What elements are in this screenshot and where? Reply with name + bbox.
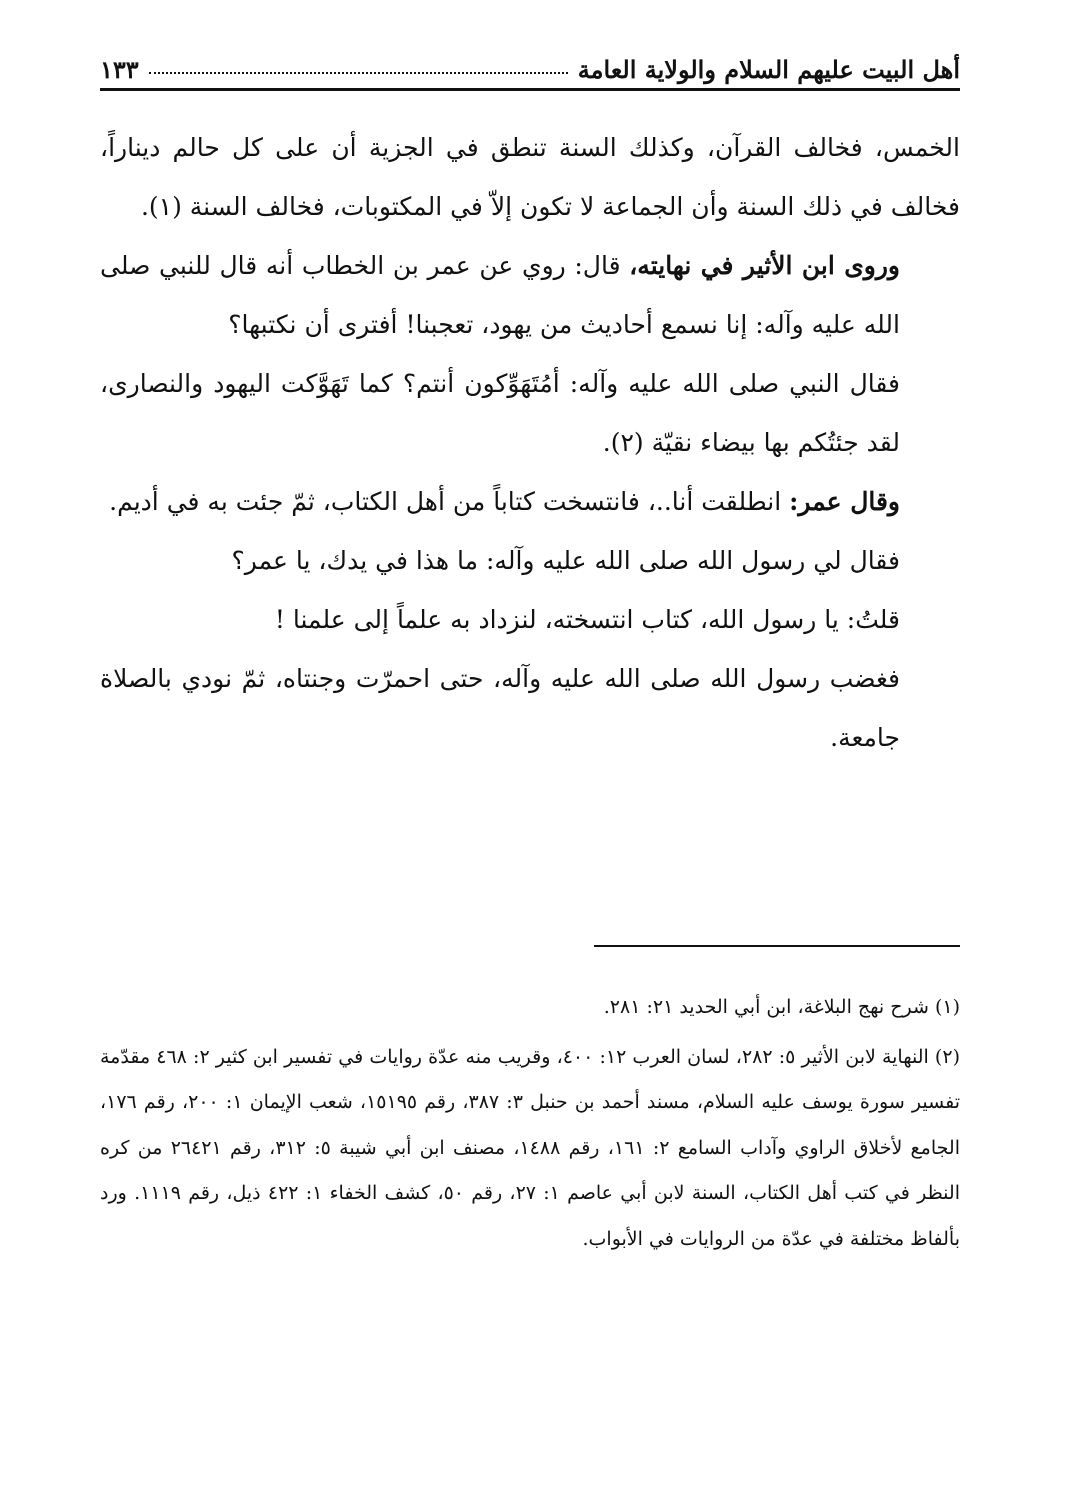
paragraph-7: فغضب رسول الله صلى الله عليه وآله، حتى احمرّت وجنتاه، ثمّ نودي بالصلاة جامعة. <box>100 664 900 752</box>
paragraph-2 <box>100 236 960 354</box>
footnote-2: (٢) النهاية لابن الأثير ٥: ٢٨٢، لسان العرب ١٢: ٤٠٠، وقريب منه عدّة روايات في تفسير ابن كثير ٢: ٤٦٨ مقدّمة تفسير سورة يوسف عليه السلام، مسند أحمد بن حنبل ٣: ٣٨٧، رقم ١٥١٩٥، شعب الإيمان ١: ٢٠٠، رقم ١٧٦، الجامع لأخلاق الراوي وآداب السامع ٢: ١٦١، رقم ١٤٨٨، مصنف ابن أبي شيبة ٥: ٣١٢، رقم ٢٦٤٢١ من كره النظر في كتب أهل الكتاب، السنة لابن أبي عاصم ١: ٢٧، رقم ٥٠، كشف الخفاء ١: ٤٢٢ ذيل، رقم ١١١٩. ورد بألفاظ مختلفة في عدّة من الروايات في الأبواب. <box>100 1045 960 1250</box>
paragraph-2-text: قال: روي عن عمر بن الخطاب أنه قال للنبي صلى الله عليه وآله: إنا نسمع أحاديث من يهود، تعجبنا! أفترى أن نكتبها؟ <box>100 251 900 339</box>
paragraph-5: فقال لي رسول الله صلى الله عليه وآله: ما هذا في يدك، يا عمر؟ <box>231 546 900 575</box>
running-header <box>100 40 960 84</box>
paragraph-4-bold-lead: وقال عمر: <box>789 487 900 516</box>
footnote-separator <box>594 945 960 947</box>
paragraph-3: فقال النبي صلى الله عليه وآله: أمُتَهَوِّكون أنتم؟ كما تَهَوَّكت اليهود والنصارى، لقد جئتُكم بها بيضاء نقيّة (٢). <box>100 369 900 457</box>
paragraph-2-bold-lead: وروى ابن الأثير في نهايته، <box>629 251 900 280</box>
paragraph-4-text: انطلقت أنا..، فانتسخت كتاباً من أهل الكتاب، ثمّ جئت به في أديم. <box>109 487 790 516</box>
page-number: ١٣٣ <box>100 55 139 84</box>
header-rule <box>100 88 960 91</box>
running-title: أهل البيت عليهم السلام والولاية العامة <box>577 55 960 84</box>
paragraph-4 <box>100 472 960 531</box>
header-dot-leader <box>149 71 568 74</box>
footnote-1: (١) شرح نهج البلاغة، ابن أبي الحديد ٢١: ٢٨١. <box>603 996 960 1018</box>
paragraph-1: الخمس، فخالف القرآن، وكذلك السنة تنطق في الجزية أن على كل حالم ديناراً، فخالف في ذلك السنة وأن الجماعة لا تكون إلاّ في المكتوبات، فخالف السنة (١). <box>100 133 960 221</box>
main-text <box>100 118 960 767</box>
footnotes <box>100 985 960 1266</box>
paragraph-6: قلتُ: يا رسول الله، كتاب انتسخته، لنزداد به علماً إلى علمنا ! <box>274 605 900 634</box>
